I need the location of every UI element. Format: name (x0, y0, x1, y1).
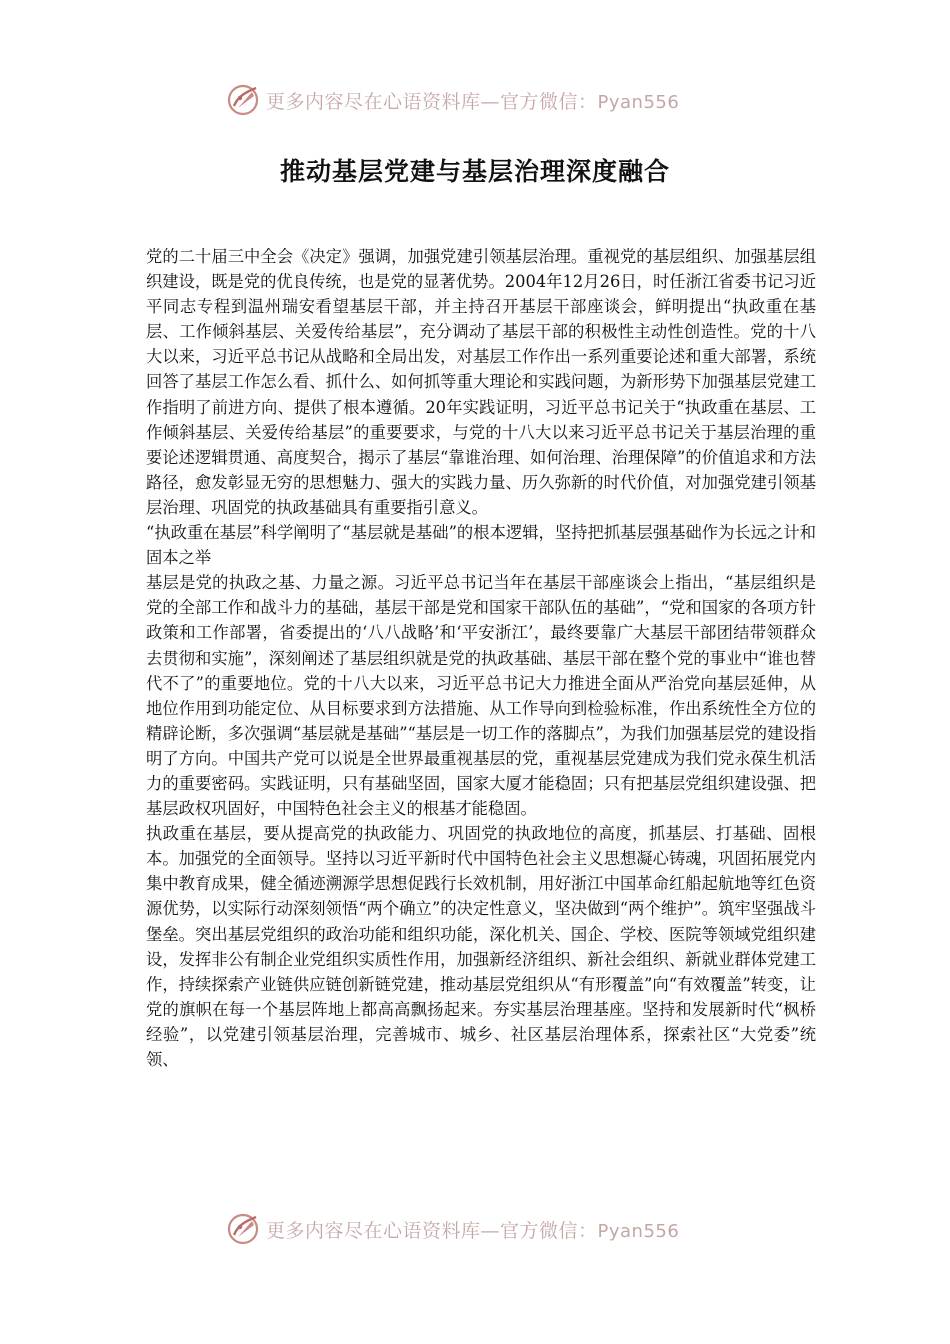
paragraph: 基层是党的执政之基、力量之源。习近平总书记当年在基层干部座谈会上指出，“基层组织是党的全部工作和战斗力的基础，基层干部是党和国家干部队伍的基础”，“党和国家的各项方针政策和工作部署，省委提出的‘八八战略’和‘平安浙江’，最终要靠广大基层干部团结带领群众去贯彻和实施”，深刻阐述了基层组织就是党的执政基础、基层干部在整个党的事业中“谁也替代不了”的重要地位。党的十八大以来，习近平总书记大力推进全面从严治党向基层延伸，从地位作用到功能定位、从目标要求到方法措施、从工作导向到检验标准，作出系统性全方位的精辟论断，多次强调“基层就是基础”“基层是一切工作的落脚点”，为我们加强基层党的建设指明了方向。中国共产党可以说是全世界最重视基层的党，重视基层党建成为我们党永葆生机活力的重要密码。实践证明，只有基础坚固，国家大厦才能稳固；只有把基层党组织建设强、把基层政权巩固好，中国特色社会主义的根基才能稳固。 (146, 573, 816, 819)
paragraph: 党的二十届三中全会《决定》强调，加强党建引领基层治理。重视党的基层组织、加强基层组织建设，既是党的优良传统，也是党的显著优势。2004年12月26日，时任浙江省委书记习近平同志专程到温州瑞安看望基层干部，并主持召开基层干部座谈会，鲜明提出“执政重在基层、工作倾斜基层、关爱传给基层”，充分调动了基层干部的积极性主动性创造性。党的十八大以来，习近平总书记从战略和全局出发，对基层工作作出一系列重要论述和重大部署，系统回答了基层工作怎么看、抓什么、如何抓等重大理论和实践问题，为新形势下加强基层党建工作指明了前进方向、提供了根本遵循。20年实践证明，习近平总书记关于“执政重在基层、工作倾斜基层、关爱传给基层”的重要要求，与党的十八大以来习近平总书记关于基层治理的重要论述逻辑贯通、高度契合，揭示了基层“靠谁治理、如何治理、治理保障”的价值追求和方法路径，愈发彰显无穷的思想魅力、强大的实践力量、历久弥新的时代价值，对加强党建引领基层治理、巩固党的执政基础具有重要指引意义。 (146, 247, 816, 517)
paragraph: 执政重在基层，要从提高党的执政能力、巩固党的执政地位的高度，抓基层、打基础、固根本。加强党的全面领导。坚持以习近平新时代中国特色社会主义思想凝心铸魂，巩固拓展党内集中教育成果，健全循迹溯源学思想促践行长效机制，用好浙江中国革命红船起航地等红色资源优势，以实际行动深刻领悟“两个确立”的决定性意义，坚决做到“两个维护”。筑牢坚强战斗堡垒。突出基层党组织的政治功能和组织功能，深化机关、国企、学校、医院等领域党组织建设，发挥非公有制企业党组织实质性作用，加强新经济组织、新社会组织、新就业群体党建工作，持续探索产业链供应链创新链党建，推动基层党组织从“有形覆盖”向“有效覆盖”转变，让党的旗帜在每一个基层阵地上都高高飘扬起来。夯实基层治理基座。坚持和发展新时代“枫桥经验”，以党建引领基层治理，完善城市、城乡、社区基层治理体系，探索社区“大党委”统领、 (146, 824, 816, 1069)
brand-logo-icon (226, 1211, 262, 1247)
page-title: 推动基层党建与基层治理深度融合 (279, 157, 670, 186)
brand-logo-icon (226, 82, 262, 118)
banner-text: 更多内容尽在心语资料库—官方微信：Pyan556 (266, 90, 680, 113)
header-banner (0, 80, 950, 120)
wechat-id: Pyan556 (597, 1220, 680, 1242)
article-body (146, 244, 816, 1072)
banner-text: 更多内容尽在心语资料库—官方微信：Pyan556 (266, 1219, 680, 1242)
section-heading: “执政重在基层”科学阐明了“基层就是基础”的根本逻辑，坚持把抓基层强基础作为长远之计和固本之举 (146, 523, 816, 568)
wechat-id: Pyan556 (597, 91, 680, 113)
footer-banner (0, 1209, 950, 1249)
